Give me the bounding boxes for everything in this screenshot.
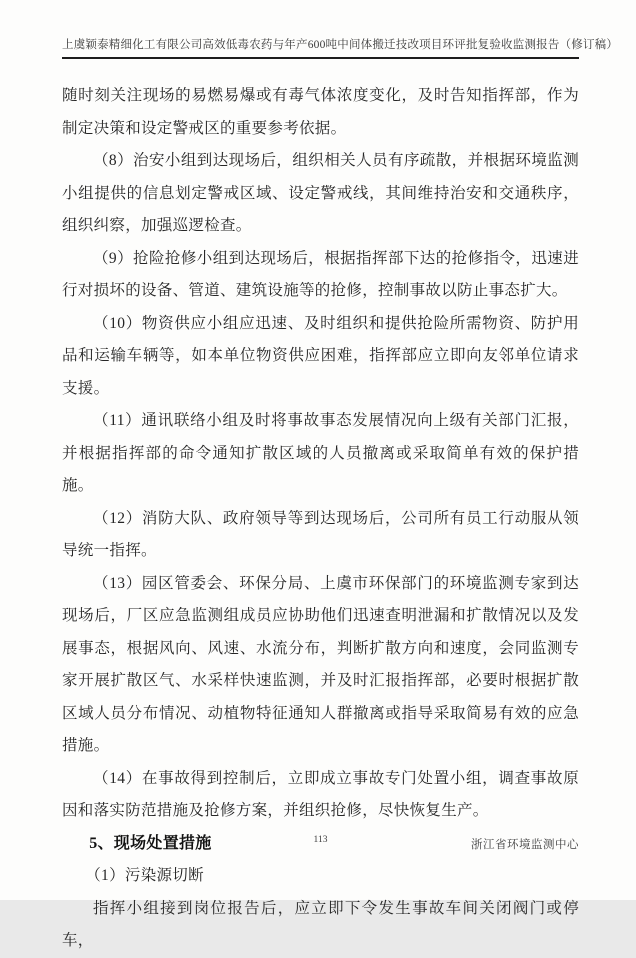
paragraph-item-9: （9）抢险抢修小组到达现场后，根据指挥部下达的抢修指令，迅速进行对损坏的设备、管道、建筑设施等的抢修，控制事故以防止事态扩大。 [62,249,579,299]
page-footer [62,835,579,855]
paragraph-item-13: （13）园区管委会、环保分局、上虞市环保部门的环境监测专家到达现场后，厂区应急监测组成员应协助他们迅速查明泄漏和扩散情况以及发展事态，根据风向、风速、水流分布，判断扩散方向和速度，会同监测专家开展扩散区气、水采样快速监测，并及时汇报指挥部，必要时根据扩散区域人员分布情况、动植物特征通知人群撤离或指导采取简易有效的应急措施。 [62,574,579,754]
paragraph-continuation: 随时刻关注现场的易燃易爆或有毒气体浓度变化，及时告知指挥部，作为制定决策和设定警戒区的重要参考依据。 [62,87,579,137]
footer-page-number: 113 [313,835,328,845]
paragraph-final: 指挥小组接到岗位报告后，应立即下令发生事故车间关闭阀门或停车， [62,899,579,949]
subitem-1: （1）污染源切断 [85,867,204,884]
paragraph-item-14: （14）在事故得到控制后，立即成立事故专门处置小组，调查事故原因和落实防范措施及抢修方案，并组织抢修，尽快恢复生产。 [62,769,579,819]
footer-organization: 浙江省环境监测中心 [471,839,579,851]
body-text [62,80,579,958]
paragraph-item-11: （11）通讯联络小组及时将事故事态发展情况向上级有关部门汇报，并根据指挥部的命令通知扩散区域的人员撤离或采取简单有效的保护措施。 [62,412,579,494]
paragraph-item-8: （8）治安小组到达现场后，组织相关人员有序疏散，并根据环境监测小组提供的信息划定警戒区域、设定警戒线，其间维持治安和交通秩序，组织纠察，加强巡逻检查。 [62,152,579,234]
section-heading-5: 5、现场处置措施 [89,834,212,852]
page-content [62,36,619,958]
paragraph-item-12: （12）消防大队、政府领导等到达现场后，公司所有员工行动服从领导统一指挥。 [62,509,579,559]
paragraph-item-10: （10）物资供应小组应迅速、及时组织和提供抢险所需物资、防护用品和运输车辆等，如本单位物资供应困难，指挥部应立即向友邻单位请求支援。 [62,314,579,397]
page-header-title: 上虞颖泰精细化工有限公司高效低毒农药与年产600吨中间体搬迁技改项目环评批复验收监测报告（修订稿） [62,36,579,59]
